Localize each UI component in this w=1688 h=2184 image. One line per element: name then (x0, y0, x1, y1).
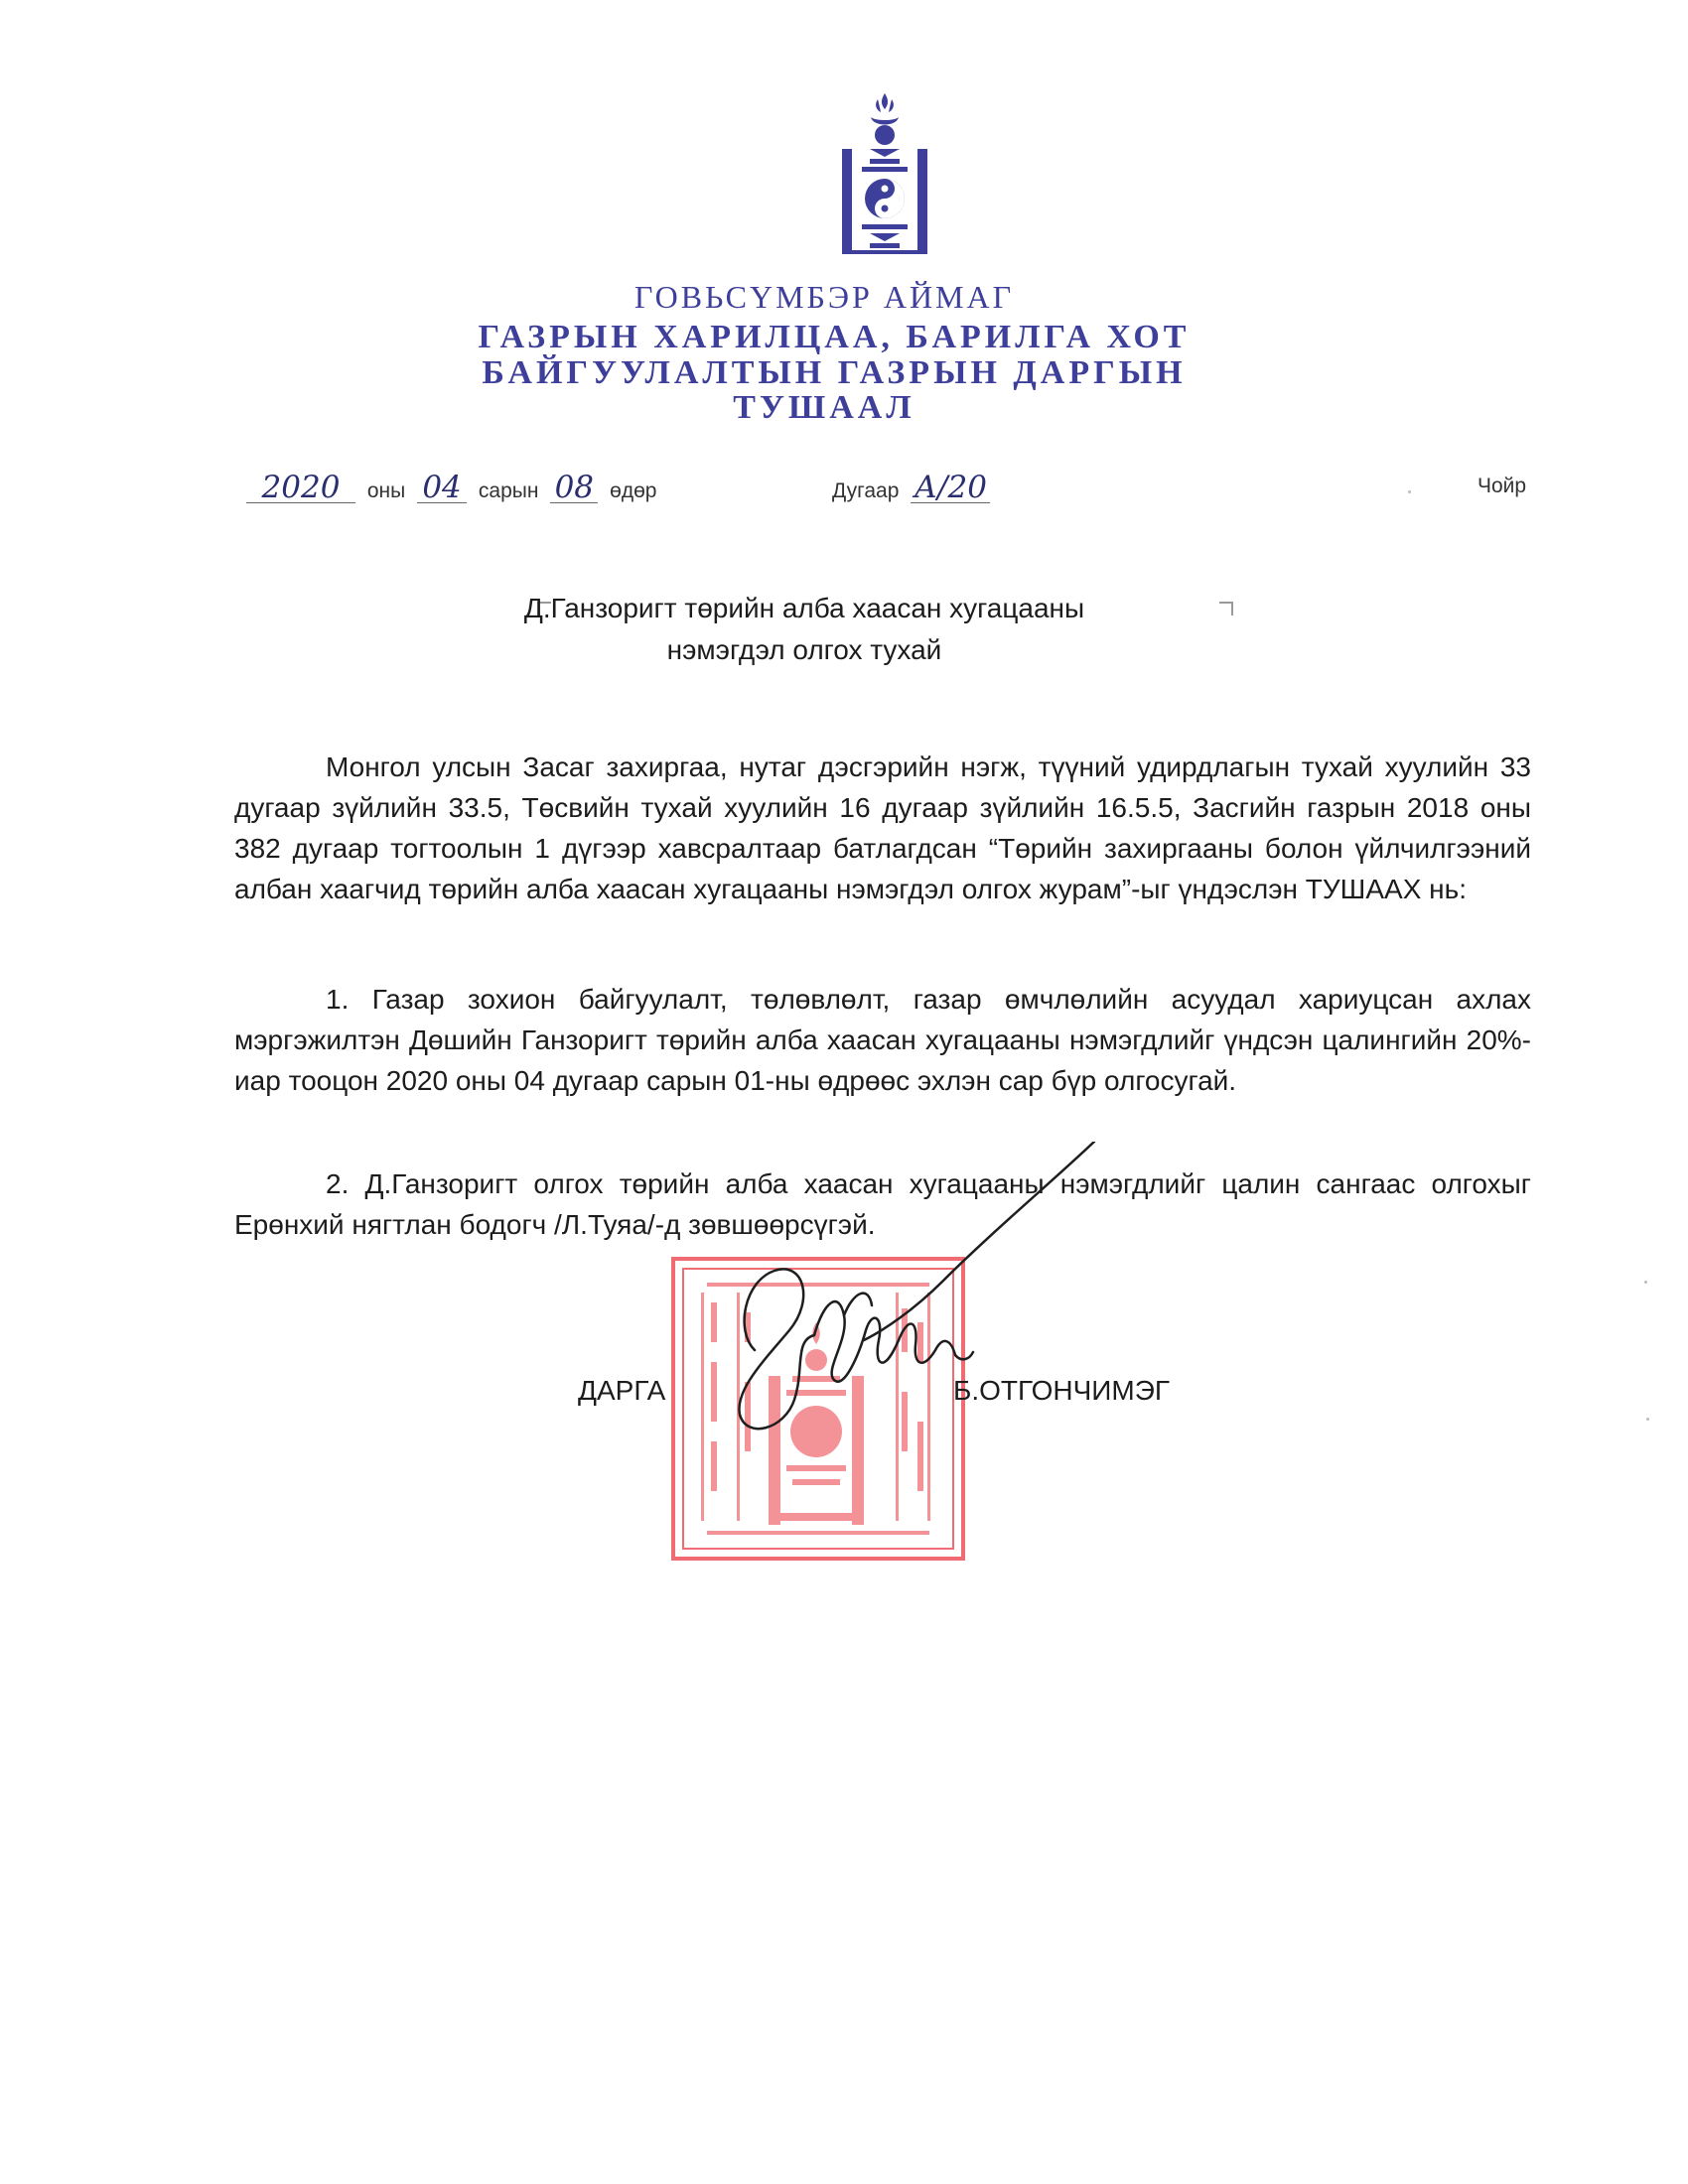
order-item-1: 1. Газар зохион байгуулалт, төлөвлөлт, газар өмчлөлийн асуудал хариуцсан ахлах мэргэжилтэн Дөшийн Ганзоригт төрийн алба хаасан хугацааны нэмэгдлийг үндсэн цалингийн 20%-иар тооцон 2020 оны 04 дугаар сарын 01-ны өдрөөс эхлэн сар бүр олгосугай. (234, 984, 1531, 1096)
aimag-name: ГОВЬСҮМБЭР АЙМАГ (633, 279, 1015, 315)
number-label: Дугаар (832, 479, 900, 502)
organization-line-1: ГАЗРЫН ХАРИЛЦАА, БАРИЛГА ХОТ (478, 319, 1191, 355)
subject-line-1: Д.Ганзоригт төрийн алба хаасан хугацааны (523, 593, 1085, 623)
document-type-title: ТУШААЛ (733, 389, 915, 426)
soyombo-emblem-icon (840, 91, 929, 260)
preamble-paragraph: Монгол улсын Засаг захиргаа, нутаг дэсгэрийн нэгж, түүний удирдлагын тухай хуулийн 33 дугаар зүйлийн 33.5, Төсвийн тухай хуулийн 16 дугаар зүйлийн 16.5.5, Засгийн газрын 2018 оны 382 дугаар тогтоолын 1 дүгээр хавсралтаар батлагдсан “Төрийн захиргааны болон үйлчилгээний албан хаагчид төрийн алба хаасан хугацааны нэмэгдэл олгох журам”-ыг үндэслэн ТУШААХ нь: (234, 751, 1531, 904)
order-item-2: 2. Д.Ганзоригт олгох төрийн алба хаасан хугацааны нэмэгдлийг цалин сангаас олгохыг Ерөнхий нягтлан бодогч /Л.Туяа/-д зөвшөөрсүгэй. (234, 1168, 1531, 1240)
organization-line-2: БАЙГУУЛАЛТЫН ГАЗРЫН ДАРГЫН (482, 354, 1187, 391)
scan-speck (1408, 490, 1411, 493)
day-value: 08 (550, 473, 598, 503)
subject-line-2: нэмэгдэл олгох тухай (666, 634, 942, 665)
date-field (246, 470, 657, 505)
signatory-title: ДАРГА (578, 1375, 666, 1406)
scan-speck (1644, 1281, 1647, 1284)
document-number-field (832, 470, 990, 505)
month-label: сарын (478, 479, 539, 502)
handwritten-signature (695, 1142, 1112, 1459)
signatory-name: Б.ОТГОНЧИМЭГ (953, 1375, 1171, 1406)
day-label: өдөр (610, 479, 657, 502)
scan-speck (1646, 1418, 1649, 1421)
document-number: А/20 (911, 473, 990, 503)
month-value: 04 (417, 473, 467, 503)
place-name: Чойр (1477, 475, 1527, 497)
year-value: 2020 (246, 473, 355, 503)
year-label: оны (366, 479, 406, 502)
